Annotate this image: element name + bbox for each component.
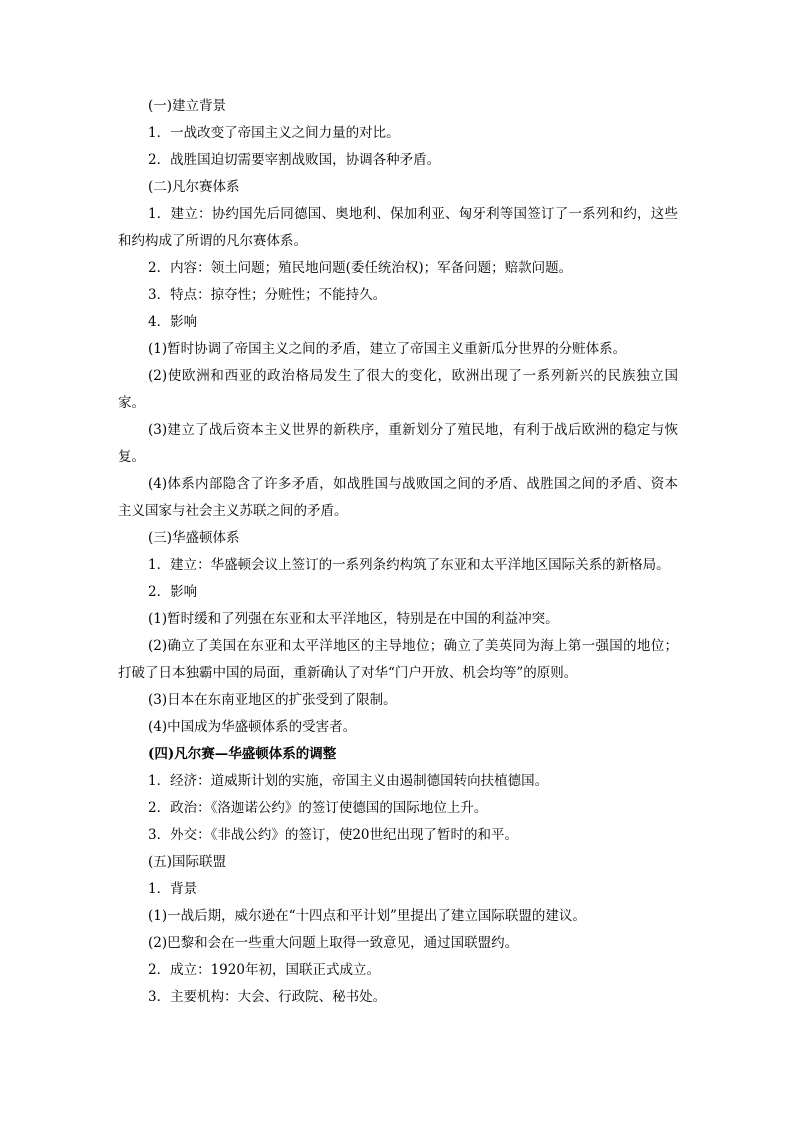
paragraph-line: 2．影响 [148, 584, 198, 600]
paragraph-line: (1)暂时协调了帝国主义之间的矛盾，建立了帝国主义重新瓜分世界的分赃体系。 [148, 341, 627, 357]
paragraph-line: 1．经济：道威斯计划的实施，帝国主义由遏制德国转向扶植德国。 [148, 773, 549, 789]
paragraph-line: (1)一战后期，威尔逊在“十四点和平计划”里提出了建立国际联盟的建议。 [148, 908, 586, 924]
paragraph-line: 4．影响 [148, 314, 198, 330]
paragraph-line: 2．政治：《洛迦诺公约》的签订使德国的国际地位上升。 [148, 800, 488, 816]
paragraph-wrapped: (2)使欧洲和西亚的政治格局发生了很大的变化，欧洲出现了一系列新兴的民族独立国家。 [118, 368, 678, 411]
section-heading-washington: (三)华盛顿体系 [148, 530, 240, 546]
paragraph-line: 3．主要机构：大会、行政院、秘书处。 [148, 989, 387, 1005]
paragraph-line: (4)中国成为华盛顿体系的受害者。 [148, 719, 357, 735]
document-body [118, 93, 678, 1011]
section-heading-adjustment: (四)凡尔赛—华盛顿体系的调整 [148, 746, 337, 762]
paragraph-line: 1．建立：华盛顿会议上签订的一系列条约构筑了东亚和太平洋地区国际关系的新格局。 [148, 557, 670, 573]
paragraph-line: 2．战胜国迫切需要宰割战败国，协调各种矛盾。 [148, 152, 441, 168]
paragraph-line: (2)巴黎和会在一些重大问题上取得一致意见，通过国联盟约。 [148, 935, 519, 951]
paragraph-wrapped: (4)体系内部隐含了许多矛盾，如战胜国与战败国之间的矛盾、战胜国之间的矛盾、资本主义国家与社会主义苏联之间的矛盾。 [118, 476, 678, 519]
paragraph-line: 1．一战改变了帝国主义之间力量的对比。 [148, 125, 400, 141]
paragraph-wrapped: (2)确立了美国在东亚和太平洋地区的主导地位；确立了美英同为海上第一强国的地位；打破了日本独霸中国的局面，重新确认了对华“门户开放、机会均等”的原则。 [118, 638, 678, 681]
paragraph-line: (1)暂时缓和了列强在东亚和太平洋地区，特别是在中国的利益冲突。 [148, 611, 559, 627]
paragraph-line: 3．外交：《非战公约》的签订，使20世纪出现了暂时的和平。 [148, 827, 519, 843]
paragraph-wrapped: 1．建立：协约国先后同德国、奥地利、保加利亚、匈牙利等国签订了一系列和约，这些和约构成了所谓的凡尔赛体系。 [118, 206, 678, 249]
paragraph-line: 2．内容：领土问题；殖民地问题(委任统治权)；军备问题；赔款问题。 [148, 260, 573, 276]
section-heading-background: (一)建立背景 [148, 98, 227, 114]
paragraph-line: 1．背景 [148, 881, 198, 897]
paragraph-line: (3)日本在东南亚地区的扩张受到了限制。 [148, 692, 397, 708]
section-heading-league: (五)国际联盟 [148, 854, 227, 870]
paragraph-line: 2．成立：1920年初，国联正式成立。 [148, 962, 380, 978]
section-heading-versailles: (二)凡尔赛体系 [148, 179, 240, 195]
paragraph-line: 3．特点：掠夺性；分赃性；不能持久。 [148, 287, 387, 303]
paragraph-wrapped: (3)建立了战后资本主义世界的新秩序，重新划分了殖民地，有利于战后欧洲的稳定与恢复。 [118, 422, 678, 465]
